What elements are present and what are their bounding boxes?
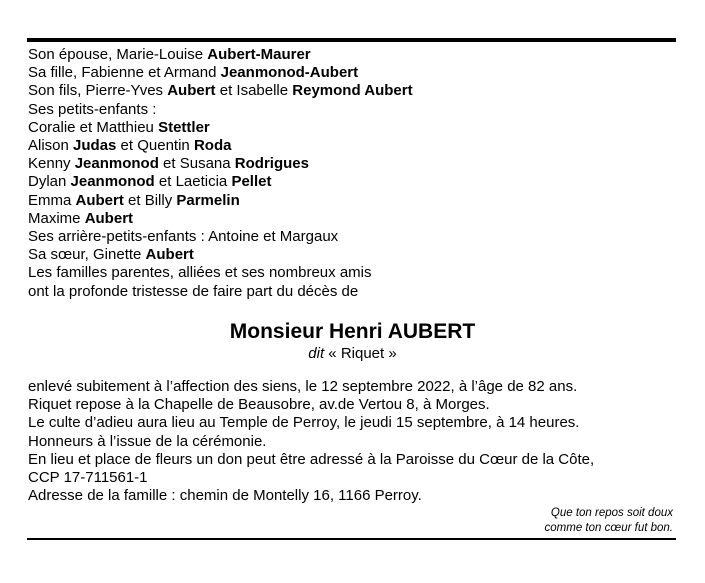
family-line: Maxime Aubert	[28, 209, 134, 227]
detail-line: enlevé subitement à l’affection des siens, le 12 septembre 2022, à l’âge de 82 ans.	[28, 378, 578, 395]
epitaph	[545, 506, 673, 536]
family-line: Son épouse, Marie-Louise Aubert-Maurer	[28, 46, 311, 63]
detail-line: Adresse de la famille : chemin de Montelly 16, 1166 Perroy.	[28, 487, 422, 505]
family-line: Ses petits-enfants :	[28, 100, 157, 118]
family-line: Sa sœur, Ginette Aubert	[28, 246, 194, 264]
top-rule	[27, 38, 676, 42]
family-line: ont la profonde tristesse de faire part du décès de	[28, 282, 359, 300]
family-line: Sa fille, Fabienne et Armand Jeanmonod-Aubert	[28, 64, 359, 82]
bottom-rule	[27, 538, 676, 540]
deceased-nickname: dit « Riquet »	[308, 345, 397, 362]
family-line: Son fils, Pierre-Yves Aubert et Isabelle Reymond Aubert	[28, 82, 413, 100]
detail-line: Riquet repose à la Chapelle de Beausobre, av.de Vertou 8, à Morges.	[28, 396, 490, 414]
announcement-details	[28, 378, 678, 505]
epitaph-line: Que ton repos soit doux	[550, 507, 673, 519]
family-list	[28, 46, 668, 301]
family-line: Kenny Jeanmonod et Susana Rodrigues	[28, 155, 309, 173]
family-line: Dylan Jeanmonod et Laeticia Pellet	[28, 173, 272, 191]
detail-line: En lieu et place de fleurs un don peut être adressé à la Paroisse du Cœur de la Côte,	[28, 450, 595, 468]
deceased-name: Monsieur Henri AUBERT	[229, 320, 476, 343]
family-line: Alison Judas et Quentin Roda	[28, 137, 232, 155]
family-line: Coralie et Matthieu Stettler	[28, 118, 210, 136]
family-line: Ses arrière-petits-enfants : Antoine et Margaux	[28, 228, 339, 246]
detail-line: Honneurs à l’issue de la cérémonie.	[28, 432, 267, 450]
detail-line: CCP 17-711561-1	[28, 469, 148, 487]
detail-line: Le culte d’adieu aura lieu au Temple de Perroy, le jeudi 15 septembre, à 14 heures.	[28, 414, 580, 432]
epitaph-line: comme ton cœur fut bon.	[544, 522, 673, 534]
family-line: Emma Aubert et Billy Parmelin	[28, 191, 240, 209]
family-line: Les familles parentes, alliées et ses nombreux amis	[28, 264, 372, 282]
